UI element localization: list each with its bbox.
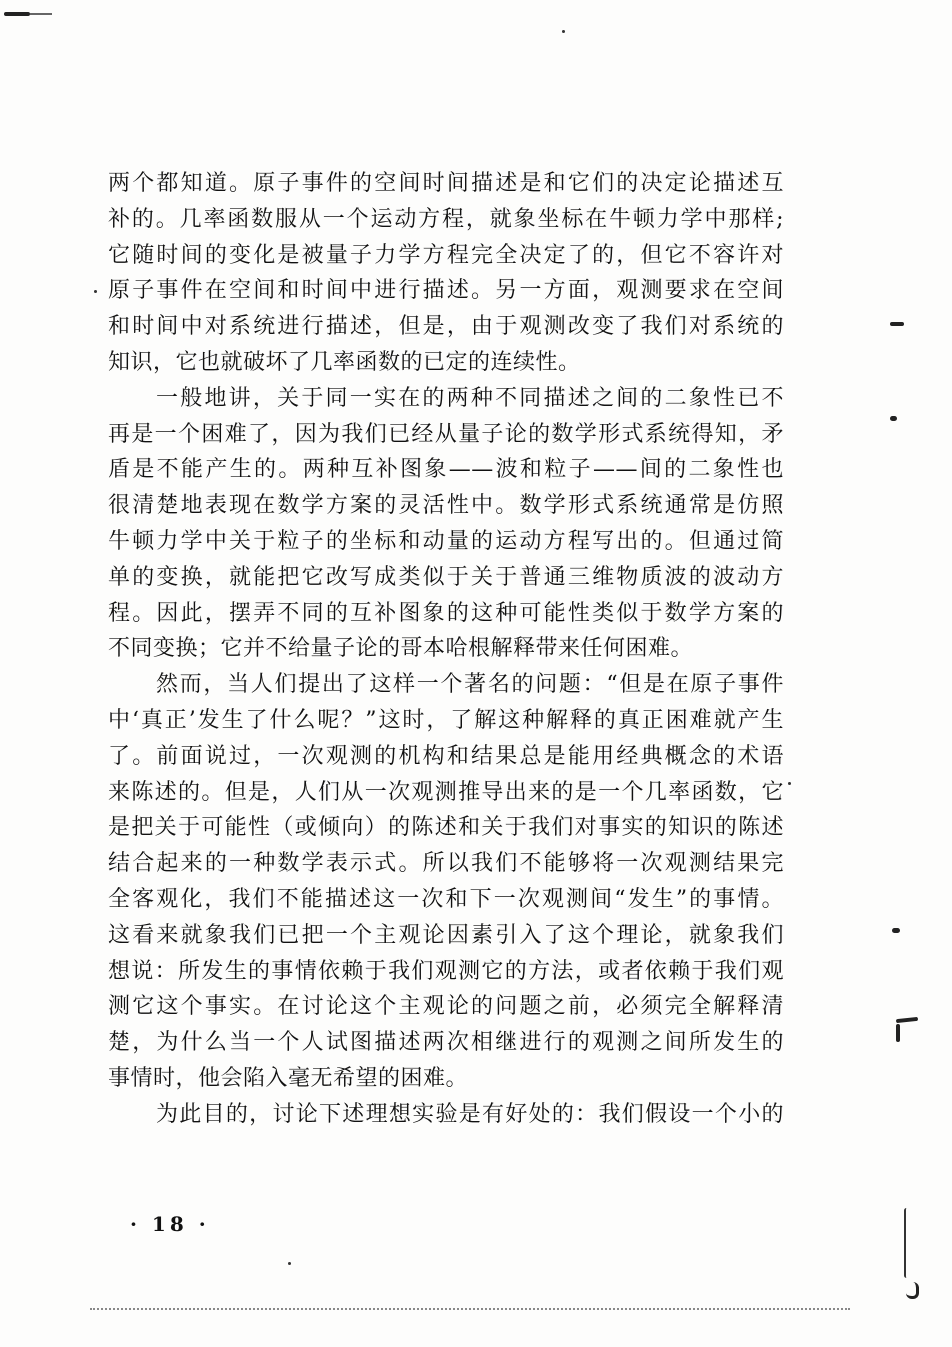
text-line: 两个都知道。原子事件的空间时间描述是和它们的决定论描述互 — [108, 171, 784, 196]
scan-artifact-dot — [562, 30, 565, 33]
scan-artifact-dot — [788, 782, 791, 785]
text-line: 补的。几率函数服从一个运动方程，就象坐标在牛顿力学中那样; — [108, 206, 784, 232]
text-line: 来陈述的。但是，人们从一次观测推导出来的是一个几率函数，它 — [108, 779, 784, 805]
scan-artifact-mark — [904, 1208, 909, 1278]
scan-artifact-mark — [890, 416, 897, 421]
text-line: 事情时，他会陷入毫无希望的困难。 — [108, 1065, 469, 1091]
page-number: · 18 · — [130, 1212, 210, 1236]
text-line: 和时间中对系统进行描述，但是，由于观测改变了我们对系统的 — [108, 314, 784, 340]
text-line: 程。因此，摆弄不同的互补图象的这种可能性类似于数学方案的 — [108, 600, 784, 626]
scan-artifact-dot — [288, 1262, 291, 1265]
text-line: 很清楚地表现在数学方案的灵活性中。数学形式系统通常是仿照 — [108, 493, 784, 519]
scan-artifact-mark — [896, 1024, 900, 1042]
text-line: 想说：所发生的事情依赖于我们观测它的方法，或者依赖于我们观 — [108, 958, 784, 984]
text-line: 结合起来的一种数学表示式。所以我们不能够将一次观测结果完 — [108, 851, 784, 877]
scan-artifact-dot — [94, 290, 97, 293]
text-line: 中‘真正’发生了什么呢？”这时，了解这种解释的真正困难就产生 — [108, 707, 784, 733]
scan-artifact-border — [90, 1308, 850, 1312]
text-line: 一般地讲，关于同一实在的两种不同描述之间的二象性已不 — [156, 385, 784, 411]
text-line: 不同变换；它并不给量子论的哥本哈根解释带来任何困难。 — [108, 636, 694, 662]
text-line: 为此目的，讨论下述理想实验是有好处的：我们假设一个小的 — [156, 1101, 784, 1127]
text-line: 这看来就象我们已把一个主观论因素引入了这个理论，就象我们 — [108, 922, 784, 948]
text-line: 它随时间的变化是被量子力学方程完全决定了的，但它不容许对 — [108, 242, 784, 268]
scan-artifact-mark — [896, 1017, 918, 1023]
scan-artifact-mark — [906, 1282, 919, 1299]
text-line: 知识，它也就破坏了几率函数的已定的连续性。 — [108, 349, 581, 375]
text-line: 楚，为什么当一个人试图描述两次相继进行的观测之间所发生的 — [108, 1030, 784, 1056]
text-line: 全客观化，我们不能描述这一次和下一次观测间“发生”的事情。 — [108, 886, 784, 912]
text-line: 牛顿力学中关于粒子的坐标和动量的运动方程写出的。但通过简 — [108, 528, 784, 554]
text-line: 然而，当人们提出了这样一个著名的问题：“但是在原子事件 — [156, 672, 784, 698]
scan-artifact-mark — [30, 13, 52, 15]
text-line: 单的变换，就能把它改写成类似于关于普通三维物质波的波动方 — [108, 564, 784, 590]
text-line: 测它这个事实。在讨论这个主观论的问题之前，必须完全解释清 — [108, 994, 784, 1020]
text-line: 盾是不能产生的。两种互补图象——波和粒子——间的二象性也 — [108, 457, 784, 483]
scan-artifact-mark — [892, 928, 900, 933]
text-line: 再是一个困难了，因为我们已经从量子论的数学形式系统得知，矛 — [108, 421, 784, 447]
body-text — [108, 166, 784, 1133]
text-line: 了。前面说过，一次观测的机构和结果总是能用经典概念的术语 — [108, 743, 784, 769]
scan-artifact-mark — [890, 322, 904, 326]
text-line: 原子事件在空间和时间中进行描述。另一方面，观测要求在空间 — [108, 278, 784, 304]
scan-artifact-mark — [4, 12, 30, 16]
text-line: 是把关于可能性（或倾向）的陈述和关于我们对事实的知识的陈述 — [108, 815, 784, 841]
